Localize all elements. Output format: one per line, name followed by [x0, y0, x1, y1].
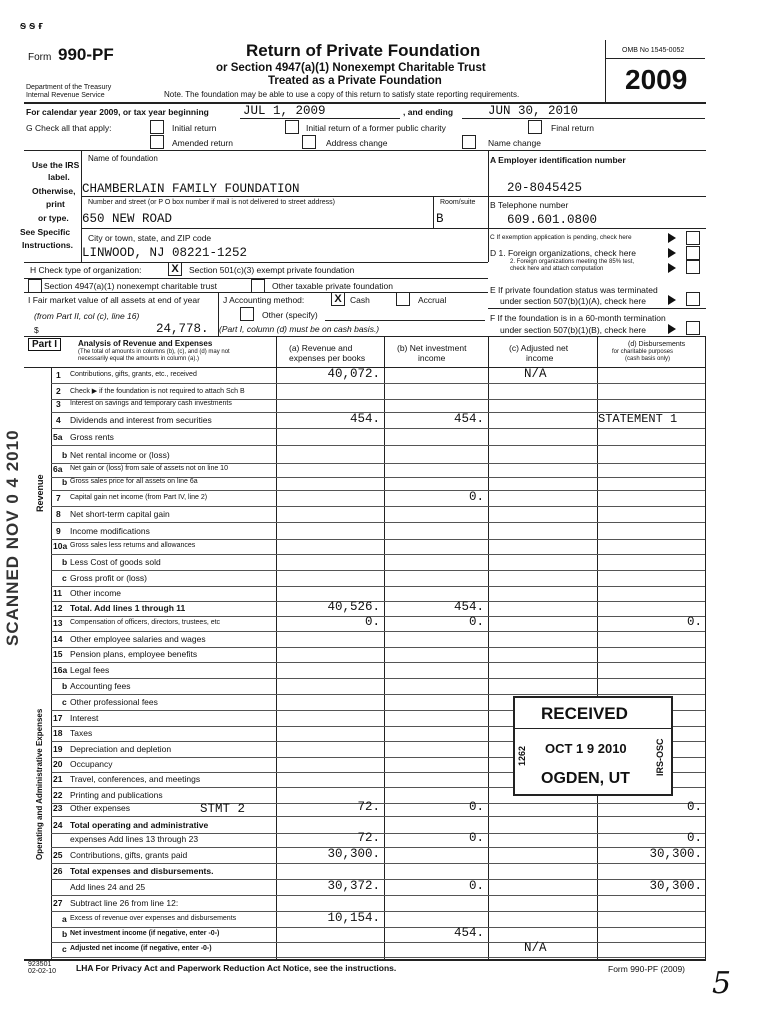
- tax-year: 2009: [625, 64, 688, 95]
- otherwise-label: Otherwise,: [32, 186, 76, 196]
- row-rule: [51, 383, 705, 384]
- line-label: Net investment income (if negative, enter -0-): [70, 930, 220, 937]
- line-c-value: STATEMENT 1: [598, 412, 678, 426]
- part1-title: Analysis of Revenue and Expenses: [78, 339, 213, 348]
- line-number: b: [62, 477, 68, 487]
- line-label: Other expenses: [70, 803, 131, 813]
- part1-tag: Part I: [28, 338, 61, 351]
- part1-desc-2: necessarily equal the amounts in column (a).): [78, 356, 200, 362]
- line-label: Gross profit or (loss): [70, 573, 147, 583]
- line-number: 21: [53, 774, 63, 784]
- line-label: Net gain or (loss) from sale of assets not on line 10: [70, 465, 228, 472]
- form-title: Return of Private Foundation: [246, 41, 481, 60]
- line-a-value: 30,372.: [327, 879, 380, 893]
- line-label: Income modifications: [70, 526, 150, 536]
- other-method-label: Other (specify): [262, 310, 318, 320]
- line-a-value: 10,154.: [327, 911, 380, 925]
- line-number: 22: [53, 790, 63, 800]
- line-label: Occupancy: [70, 759, 113, 769]
- part1-desc-1: (The total of amounts in columns (b), (c), and (d) may not: [78, 349, 230, 355]
- line-number: 2: [56, 386, 61, 396]
- and-ending-label: , and ending: [403, 107, 454, 117]
- foundation-name-label: Name of foundation: [88, 154, 158, 163]
- line-number: b: [62, 557, 68, 567]
- line-number: 7: [56, 493, 61, 503]
- line-b-value: 0.: [468, 831, 484, 845]
- h-other-taxable-label: Other taxable private foundation: [272, 281, 393, 291]
- f-termination-label: F If the foundation is in a 60-month termination: [490, 313, 666, 323]
- line-label: Dividends and interest from securities: [70, 415, 212, 425]
- line-d-value: 0.: [686, 800, 702, 814]
- received-place: OGDEN, UT: [541, 770, 630, 787]
- line-label: Pension plans, employee benefits: [70, 649, 198, 659]
- row-rule: [51, 570, 705, 571]
- line-number: 27: [53, 898, 63, 908]
- d2b-label: check here and attach computation: [510, 266, 604, 272]
- line-label: Less Cost of goods sold: [70, 557, 161, 567]
- line-number: 24: [53, 820, 63, 830]
- room-suite: B: [436, 212, 444, 226]
- form-subtitle-1: or Section 4947(a)(1) Nonexempt Charitable Trust: [216, 62, 486, 74]
- h-4947-label: Section 4947(a)(1) nonexempt charitable trust: [44, 281, 217, 291]
- initial-former-checkbox[interactable]: [285, 120, 299, 134]
- check-g-label: G Check all that apply:: [26, 123, 112, 133]
- ein-value: 20-8045425: [507, 181, 583, 195]
- see-specific-label: See Specific: [20, 227, 71, 237]
- line-b-value: 0.: [468, 615, 484, 629]
- line-label: Printing and publications: [70, 790, 163, 800]
- line-number: 23: [53, 803, 63, 813]
- street-address: 650 NEW ROAD: [82, 212, 173, 226]
- row-rule: [51, 895, 705, 896]
- col-b-header: (b) Net investment: [397, 343, 467, 353]
- final-return-checkbox[interactable]: [528, 120, 542, 134]
- line-number: 15: [53, 649, 63, 659]
- line-number: 9: [56, 526, 61, 536]
- top-marks: ᵴ ᵴ ғ: [20, 20, 43, 32]
- line-d-value: 0.: [686, 831, 702, 845]
- line-number: 1: [56, 370, 61, 380]
- line-label: Excess of revenue over expenses and disbursements: [70, 915, 237, 922]
- row-rule: [51, 694, 705, 695]
- d2-checkbox[interactable]: [686, 260, 700, 274]
- i-fmv-sub: (from Part II, col (c), line 16): [34, 311, 140, 321]
- received-stamp: [513, 696, 673, 796]
- line-number: 20: [53, 759, 63, 769]
- h-501c3-label: Section 501(c)(3) exempt private foundation: [189, 265, 355, 275]
- line-number: b: [62, 681, 68, 691]
- row-rule: [51, 463, 705, 464]
- line-label: Contributions, gifts, grants paid: [70, 850, 188, 860]
- line-label: Interest on savings and temporary cash investments: [70, 400, 232, 407]
- row-rule: [51, 445, 705, 446]
- line-b-value: 0.: [468, 879, 484, 893]
- amended-return-label: Amended return: [172, 138, 233, 148]
- initial-former-label: Initial return of a former public charity: [306, 123, 446, 133]
- city-state-zip: LINWOOD, NJ 08221-1252: [82, 246, 248, 260]
- form-note: Note. The foundation may be able to use a copy of this return to satisfy state reporting requirements.: [164, 90, 520, 99]
- cash-checkbox[interactable]: X: [331, 292, 345, 306]
- line-label: Other employee salaries and wages: [70, 634, 206, 644]
- phone-value: 609.601.0800: [507, 213, 598, 227]
- expenses-side-label: Operating and Administrative Expenses: [35, 708, 44, 860]
- line-number: 26: [53, 866, 63, 876]
- e-status-sub: under section 507(b)(1)(A), check here: [500, 296, 646, 306]
- city-label: City or town, state, and ZIP code: [88, 233, 212, 243]
- line-number: b: [62, 450, 68, 460]
- h-check-label: H Check type of organization:: [30, 265, 142, 275]
- line-number: 12: [53, 603, 63, 613]
- line-label: Total. Add lines 1 through 11: [70, 603, 186, 613]
- line-label: Legal fees: [70, 665, 110, 675]
- d1-checkbox[interactable]: [686, 246, 700, 260]
- row-rule: [51, 428, 705, 429]
- row-rule: [51, 506, 705, 507]
- line-number: c: [62, 697, 67, 707]
- footer-code: 923501: [28, 961, 52, 968]
- col-b-header-2: income: [418, 353, 446, 363]
- footer-form-ref: Form 990-PF (2009): [608, 964, 685, 974]
- col-d-header-2: for charitable purposes: [612, 349, 674, 355]
- line-number: 25: [53, 850, 63, 860]
- line-label: Net rental income or (loss): [70, 450, 170, 460]
- c-exemption-label: C If exemption application is pending, check here: [490, 234, 632, 241]
- name-change-checkbox[interactable]: [462, 135, 476, 149]
- calendar-label: For calendar year 2009, or tax year beginning: [26, 107, 209, 117]
- accrual-checkbox[interactable]: [396, 292, 410, 306]
- line-label: Other income: [70, 588, 122, 598]
- line-label: Accounting fees: [70, 681, 131, 691]
- label-label: label.: [48, 172, 70, 182]
- footer-lha: LHA For Privacy Act and Paperwork Reduction Act Notice, see the instructions.: [76, 963, 397, 973]
- line-label: Taxes: [70, 728, 93, 738]
- stamp-side-right: IRS-OSC: [655, 738, 665, 776]
- line-a-value: 30,300.: [327, 847, 380, 861]
- fmv-value: 24,778.: [156, 322, 209, 336]
- line-c-value: N/A: [524, 367, 547, 381]
- initial-return-label: Initial return: [172, 123, 217, 133]
- received-date: OCT 1 9 2010: [545, 741, 627, 756]
- col-c-header-2: income: [526, 353, 554, 363]
- stmt2-ref: STMT 2: [200, 802, 246, 816]
- tax-year-begin: JUL 1, 2009: [243, 104, 326, 118]
- j-method-label: J Accounting method:: [223, 295, 305, 305]
- line-label: Gross sales less returns and allowances: [70, 542, 196, 549]
- amended-return-checkbox[interactable]: [150, 135, 164, 149]
- foundation-name: CHAMBERLAIN FAMILY FOUNDATION: [82, 182, 300, 196]
- row-rule: [51, 678, 705, 679]
- f-termination-sub: under section 507(b)(1)(B), check here: [500, 325, 646, 335]
- line-label: Gross sales price for all assets on line 6a: [70, 478, 198, 485]
- received-text: RECEIVED: [541, 704, 628, 723]
- col-a-header-2: expenses per books: [289, 353, 366, 363]
- line-label: Check ▶ if the foundation is not required to attach Sch B: [70, 388, 245, 395]
- f-termination-checkbox[interactable]: [686, 321, 700, 335]
- footer-date: 02-02-10: [28, 968, 57, 975]
- line-number: 19: [53, 744, 63, 754]
- line-label: Other professional fees: [70, 697, 158, 707]
- line-number: 6a: [53, 464, 63, 474]
- line-number: c: [62, 944, 67, 954]
- line-label: Subtract line 26 from line 12:: [70, 898, 179, 908]
- line-d-value: 0.: [686, 615, 702, 629]
- cash-label: Cash: [350, 295, 370, 305]
- row-rule: [51, 554, 705, 555]
- form-number: 990-PF: [58, 45, 114, 64]
- line-a-value: 0.: [364, 615, 380, 629]
- line-number: b: [62, 929, 68, 939]
- scanned-stamp: SCANNED NOV 0 4 2010: [3, 429, 22, 646]
- c-exemption-checkbox[interactable]: [686, 231, 700, 245]
- e-status-label: E If private foundation status was terminated: [490, 285, 658, 295]
- dollar-sign: $: [34, 325, 39, 335]
- i-fmv-label: I Fair market value of all assets at end of year: [28, 295, 200, 305]
- line-b-value: 0.: [468, 800, 484, 814]
- line-label: Total expenses and disbursements.: [70, 866, 214, 876]
- line-label: Interest: [70, 713, 99, 723]
- row-rule: [51, 647, 705, 648]
- col-d-header: (d) Disbursements: [628, 341, 686, 348]
- line-label: expenses Add lines 13 through 23: [70, 834, 199, 844]
- form-prefix: Form: [28, 52, 52, 63]
- line-number: 16a: [53, 665, 68, 675]
- phone-label: B Telephone number: [490, 200, 569, 210]
- other-method-checkbox[interactable]: [240, 307, 254, 321]
- line-b-value: 0.: [468, 490, 484, 504]
- row-rule: [51, 863, 705, 864]
- h-4947-checkbox[interactable]: [28, 279, 42, 293]
- line-number: 4: [56, 415, 61, 425]
- row-rule: [51, 927, 705, 928]
- line-a-value: 72.: [357, 800, 380, 814]
- dept-treasury: Department of the Treasury: [26, 84, 112, 91]
- e-status-checkbox[interactable]: [686, 292, 700, 306]
- line-a-value: 454.: [349, 412, 380, 426]
- line-a-value: 72.: [357, 831, 380, 845]
- line-label: Add lines 24 and 25: [70, 882, 146, 892]
- row-rule: [51, 957, 705, 958]
- row-rule: [51, 490, 705, 491]
- d1-label: D 1. Foreign organizations, check here: [490, 248, 636, 258]
- line-a-value: 40,526.: [327, 600, 380, 614]
- h-501c3-checkbox[interactable]: X: [168, 262, 182, 276]
- stamp-side-left: 1262: [517, 745, 527, 766]
- line-b-value: 454.: [453, 412, 484, 426]
- row-rule: [51, 631, 705, 632]
- line-number: 3: [56, 399, 61, 409]
- line-number: 17: [53, 713, 63, 723]
- room-label: Room/suite: [440, 199, 476, 206]
- row-rule: [51, 942, 705, 943]
- line-b-value: 454.: [453, 926, 484, 940]
- form-subtitle-2: Treated as a Private Foundation: [268, 75, 442, 87]
- line-label: Travel, conferences, and meetings: [70, 774, 201, 784]
- print-label: print: [46, 199, 65, 209]
- line-label: Net short-term capital gain: [70, 509, 170, 519]
- row-rule: [51, 816, 705, 817]
- line-b-value: 454.: [453, 600, 484, 614]
- ein-label: A Employer identification number: [490, 155, 626, 165]
- revenue-side-label: Revenue: [35, 474, 45, 512]
- line-c-value: N/A: [524, 941, 547, 955]
- row-rule: [51, 539, 705, 540]
- omb-number: OMB No 1545-0052: [622, 47, 685, 54]
- accrual-label: Accrual: [418, 295, 447, 305]
- line-label: Adjusted net income (if negative, enter -0-): [70, 945, 212, 952]
- instructions-label: Instructions.: [22, 240, 74, 250]
- row-rule: [51, 586, 705, 587]
- line-number: 5a: [53, 432, 63, 442]
- line-label: Capital gain net income (from Part IV, line 2): [70, 494, 208, 501]
- name-change-label: Name change: [488, 138, 541, 148]
- row-rule: [51, 662, 705, 663]
- dept-irs: Internal Revenue Service: [26, 92, 105, 99]
- use-irs-label: Use the IRS: [32, 160, 80, 170]
- line-number: 8: [56, 509, 61, 519]
- line-label: Gross rents: [70, 432, 114, 442]
- or-type-label: or type.: [38, 213, 69, 223]
- handwritten-page-number: 5: [712, 966, 732, 1001]
- line-number: 11: [53, 588, 62, 598]
- line-label: Total operating and administrative: [70, 820, 209, 830]
- col-a-header: (a) Revenue and: [289, 343, 353, 353]
- line-label: Contributions, gifts, grants, etc., received: [70, 371, 197, 378]
- line-label: Compensation of officers, directors, trustees, etc: [70, 619, 221, 626]
- street-label: Number and street (or P O box number if mail is not delivered to street address): [88, 199, 335, 206]
- line-number: 18: [53, 728, 63, 738]
- initial-return-checkbox[interactable]: [150, 120, 164, 134]
- row-rule: [51, 522, 705, 523]
- line-number: c: [62, 573, 67, 583]
- d2-label: 2. Foreign organizations meeting the 85% test,: [510, 259, 635, 265]
- address-change-label: Address change: [326, 138, 388, 148]
- h-other-taxable-checkbox[interactable]: [251, 279, 265, 293]
- line-a-value: 40,072.: [327, 367, 380, 381]
- final-return-label: Final return: [551, 123, 594, 133]
- line-number: 10a: [53, 541, 68, 551]
- address-change-checkbox[interactable]: [302, 135, 316, 149]
- line-number: a: [62, 914, 67, 924]
- cash-basis-note: (Part I, column (d) must be on cash basis.): [219, 324, 380, 334]
- col-c-header: (c) Adjusted net: [509, 343, 569, 353]
- tax-year-end: JUN 30, 2010: [488, 104, 579, 118]
- line-number: 13: [53, 618, 63, 628]
- line-number: 14: [53, 634, 63, 644]
- line-label: Depreciation and depletion: [70, 744, 172, 754]
- line-d-value: 30,300.: [649, 847, 702, 861]
- line-d-value: 30,300.: [649, 879, 702, 893]
- col-d-header-3: (cash basis only): [625, 356, 671, 362]
